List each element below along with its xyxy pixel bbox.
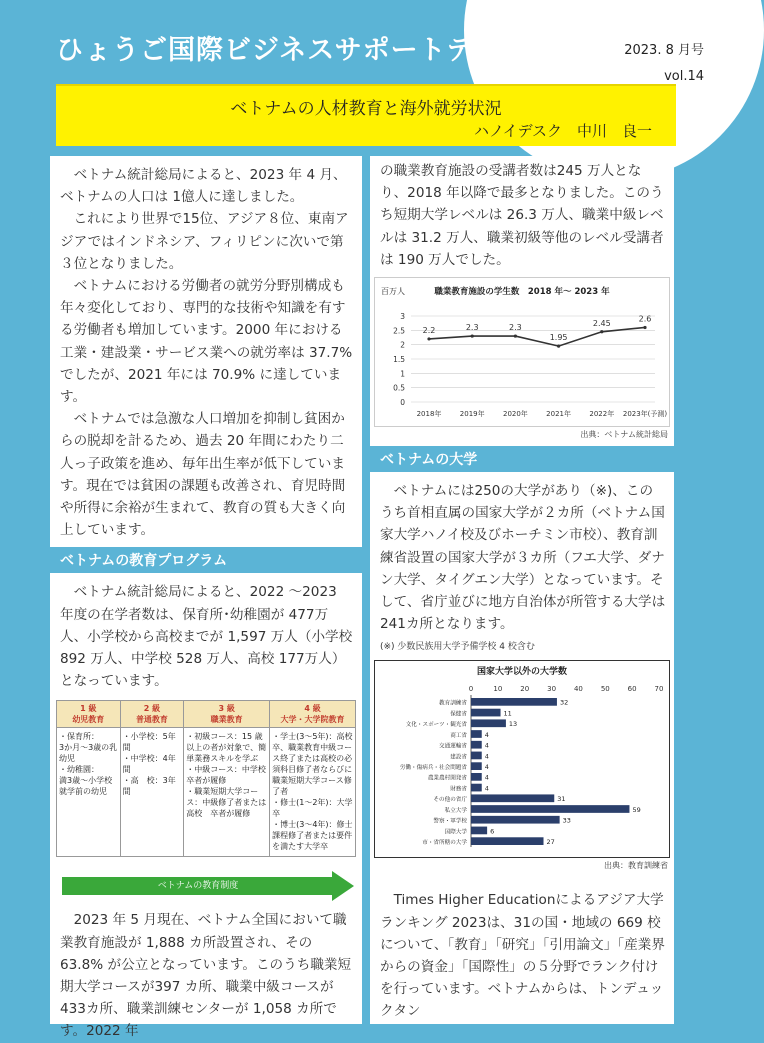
bar (471, 806, 629, 814)
intro-paragraph: ベトナムでは急激な人口増加を抑制し貧困からの脱却を計るため、過去 20 年間にわたり二人っ子政策を進め、毎年出生率が低下しています。現在では貧困の課題も改善され、育児時間や所得に余裕が生まれて、教育の質も大きく向上しています。 (60, 411, 346, 539)
data-point (643, 326, 646, 329)
newsletter-title: ひょうご国際ビジネスサポートデスク通信 (56, 35, 586, 66)
bar-chart-svg (375, 661, 669, 855)
cell-line: ・保育所： (59, 732, 99, 742)
header-level: 4 級 (304, 704, 321, 714)
x-tick-label: 40 (573, 685, 583, 694)
cell-line: ・小学校：5年間 (122, 732, 176, 753)
education-system-table (56, 700, 356, 857)
bar-value-label: 6 (490, 827, 495, 836)
table-cell (270, 728, 356, 857)
bar-value-label: 31 (557, 795, 566, 804)
bar (471, 795, 554, 803)
category-label: 交通運輸省 (439, 744, 467, 751)
category-label: 労働・傷病兵・社会問題省 (399, 765, 467, 772)
header-name: 大学・大学院教育 (280, 715, 345, 725)
bar-value-label: 4 (484, 784, 489, 793)
category-label: 農業農村開発省 (427, 776, 467, 783)
x-tick-label: 2021年 (546, 410, 572, 419)
y-tick-label: 1 (400, 369, 405, 379)
bar (471, 709, 501, 717)
bar-value-label: 4 (484, 742, 489, 751)
x-tick-label: 2023年(予測) (622, 410, 668, 419)
category-label: 国際大学 (444, 829, 467, 836)
bar-value-label: 33 (562, 817, 571, 826)
data-point (471, 334, 474, 337)
bar (471, 698, 557, 706)
intro-paragraph: ベトナムにおける労働者の就労分野別構成も年々変化しており、専門的な技術や知識を有する労働者も増加しています。2000 年における工業・建設業・サービス業への就労率は 37.7% でしたが、2021 年には 70.9% に達しています。 (60, 278, 353, 406)
education-system-arrow (62, 871, 354, 901)
category-label: 文化・スポーツ・観光省 (405, 722, 467, 729)
data-label: 2.45 (592, 318, 611, 328)
data-point (600, 330, 603, 333)
x-tick-label: 50 (600, 685, 610, 694)
data-label: 2.3 (509, 323, 522, 333)
arrow-label: ベトナムの教育制度 (62, 877, 334, 895)
category-label: 私立大学 (444, 808, 467, 815)
bar (471, 838, 544, 846)
universities-bar-chart (374, 660, 670, 858)
bar (471, 741, 482, 749)
line-chart-svg (375, 278, 669, 424)
left-column (50, 156, 362, 1040)
cell-line: ・職業短期大学コース：中級修了者または高校 卒者が履修 (186, 787, 267, 819)
y-tick-label: 3 (400, 312, 405, 322)
bar-value-label: 4 (484, 731, 489, 740)
cell-line: ・修士(1～2年)：大学卒 (272, 798, 353, 819)
chart-title: 職業教育施設の学生数 2018 年～ 2023 年 (434, 287, 610, 298)
table-header (120, 701, 184, 728)
x-tick-label: 2018年 (416, 410, 442, 419)
data-point (557, 345, 560, 348)
section-heading-education: ベトナムの教育プログラム (50, 547, 362, 573)
university-paragraph: ベトナムには250の大学があり（※)、このうち首相直属の国家大学が２カ所（ベトナム国家大学ハノイ校及びホーチミン市校）、教育訓練省設置の国家大学が３カ所（フエ大学、ダナン大学、タイグエン大学）となっています。そして、省庁並びに地方自治体が所管する大学は241カ所となります。 (380, 483, 666, 633)
data-label: 2.6 (638, 314, 652, 324)
bar-value-label: 32 (559, 699, 569, 708)
bar-value-label: 4 (484, 774, 489, 783)
intro-paragraph: これにより世界で15位、アジア８位、東南アジアではインドネシア、フィリピンに次いで第３位となりました。 (60, 211, 349, 272)
y-tick-label: 2.5 (393, 326, 405, 336)
article-author: ハノイデスク 中川 良一 (473, 122, 652, 140)
category-label: 保健省 (450, 711, 467, 718)
table-cell (120, 728, 184, 857)
university-note: (※) 少数民族用大学予備学校 4 校含む (380, 642, 535, 653)
chart2-source: 出典：教育訓練省 (604, 861, 668, 871)
header-name: 幼児教育 (72, 715, 105, 725)
issue-info (624, 38, 704, 90)
x-tick-label: 30 (547, 685, 557, 694)
issue-date: 2023. 8 月号 (624, 43, 704, 58)
data-label: 1.95 (549, 333, 568, 343)
bar (471, 720, 506, 728)
x-tick-label: 70 (654, 685, 664, 694)
category-label: 財務省 (450, 786, 467, 793)
right-column (370, 156, 674, 1024)
bar-value-label: 13 (508, 720, 518, 729)
bar-value-label: 4 (484, 763, 489, 772)
cell-line: ・高 校：3年間 (122, 776, 176, 797)
cell-line: ・中学校：4年間 (122, 754, 176, 775)
cell-line: ・幼稚園： (59, 765, 99, 775)
chart-title: 国家大学以外の大学数 (476, 667, 568, 678)
cell-line: 満3歳～小学校就学前の幼児 (59, 776, 113, 797)
vocational-paragraph: 2023 年 5 月現在、ベトナム全国において職業教育施設が 1,888 カ所設置され、その 63.8% が公立となっています。このうち職業短期大学コースが397 カ所、職業中級コースが433カ所、職業訓練センターが 1,058 カ所です。2022 年 (60, 912, 352, 1040)
bar (471, 827, 487, 835)
bar (471, 752, 482, 760)
category-label: 商工省 (450, 733, 467, 740)
cell-line: ・学士(3～5年)：高校卒、職業教育中級コース終了または高校の必須科目修了者ならびに職業短期大学コース修了者 (272, 732, 353, 797)
table-cell (57, 728, 121, 857)
header-level: 3 級 (218, 704, 235, 714)
data-point (514, 334, 517, 337)
chart1-source: 出典：ベトナム統計総局 (580, 430, 668, 440)
cell-line: ・中級コース：中学校卒者が履修 (186, 765, 266, 786)
y-tick-label: 0.5 (393, 383, 405, 393)
x-tick-label: 2020年 (502, 410, 528, 419)
x-tick-label: 60 (627, 685, 637, 694)
vocational-students-chart (374, 277, 670, 427)
x-tick-label: 2019年 (459, 410, 485, 419)
data-point (427, 337, 430, 340)
x-tick-label: 10 (493, 685, 503, 694)
table-header (270, 701, 356, 728)
ranking-paragraph: Times Higher Educationによるアジア大学ランキング 2023は、31の国・地域の 669 校について、「教育」「研究」「引用論文」「産業界からの資金」「国際性」の５分野でランク付けを行っています。ベトナムからは、トンデュックタン (380, 892, 665, 1020)
y-tick-label: 0 (400, 398, 405, 408)
bar-value-label: 27 (546, 838, 555, 847)
header-name: 職業教育 (210, 715, 243, 725)
data-label: 2.2 (422, 325, 436, 335)
cell-line: ・博士(3～4年)：修士課程修了者または要件を満たす大学卒 (272, 820, 353, 852)
cell-line: 3か月～3歳の乳幼児 (59, 743, 118, 764)
intro-paragraph: ベトナム統計総局によると、2023 年 4 月、ベトナムの人口は 1億人に達しました。 (60, 167, 347, 206)
bar (471, 763, 482, 771)
bar (471, 816, 560, 824)
y-tick-label: 2 (400, 340, 405, 350)
issue-volume: vol.14 (664, 69, 704, 84)
bar-value-label: 11 (503, 709, 512, 718)
bar-value-label: 59 (632, 806, 641, 815)
bar (471, 773, 482, 781)
header-level: 1 級 (80, 704, 97, 714)
section-heading-university: ベトナムの大学 (370, 446, 674, 472)
x-tick-label: 20 (520, 685, 530, 694)
category-label: 市・省所轄の大学 (422, 840, 467, 847)
cell-line: ・初級コース：15 歳以上の者が対象で、簡単業務スキルを学ぶ (186, 732, 267, 764)
arrow-head-icon (332, 871, 354, 901)
bar (471, 731, 482, 739)
category-label: 教育訓練省 (439, 701, 467, 708)
bar (471, 784, 482, 792)
article-headline: ベトナムの人材教育と海外就労状況 (230, 99, 502, 119)
table-header (184, 701, 270, 728)
category-label: その他の省庁 (433, 797, 467, 804)
data-label: 2.3 (465, 323, 479, 333)
category-label: 建設省 (450, 754, 467, 761)
table-cell (184, 728, 270, 857)
y-tick-label: 1.5 (393, 355, 405, 365)
y-axis-label: 百万人 (381, 287, 405, 297)
table-header (57, 701, 121, 728)
category-label: 警察・軍学校 (433, 819, 467, 826)
header-name: 普通教育 (135, 715, 168, 725)
x-tick-label: 0 (468, 685, 474, 694)
education-paragraph: ベトナム統計総局によると、2022 ～2023 年度の在学者数は、保育所･幼稚園が 477万人、小学校から高校までが 1,597 万人（小学校 892 万人、中学校 528 万人、高校 177万人） となっています。 (60, 584, 353, 690)
article-banner (56, 84, 676, 146)
bar-value-label: 4 (484, 752, 489, 761)
x-tick-label: 2022年 (589, 410, 615, 419)
continued-paragraph: の職業教育施設の受講者数は245 万人となり、2018 年以降で最多となりました。このうち短期大学レベルは 26.3 万人、職業中級レベルは 31.2 万人、職業初級等他のレベル受講者は 190 万人でした。 (380, 163, 664, 268)
header-level: 2 級 (143, 704, 161, 714)
